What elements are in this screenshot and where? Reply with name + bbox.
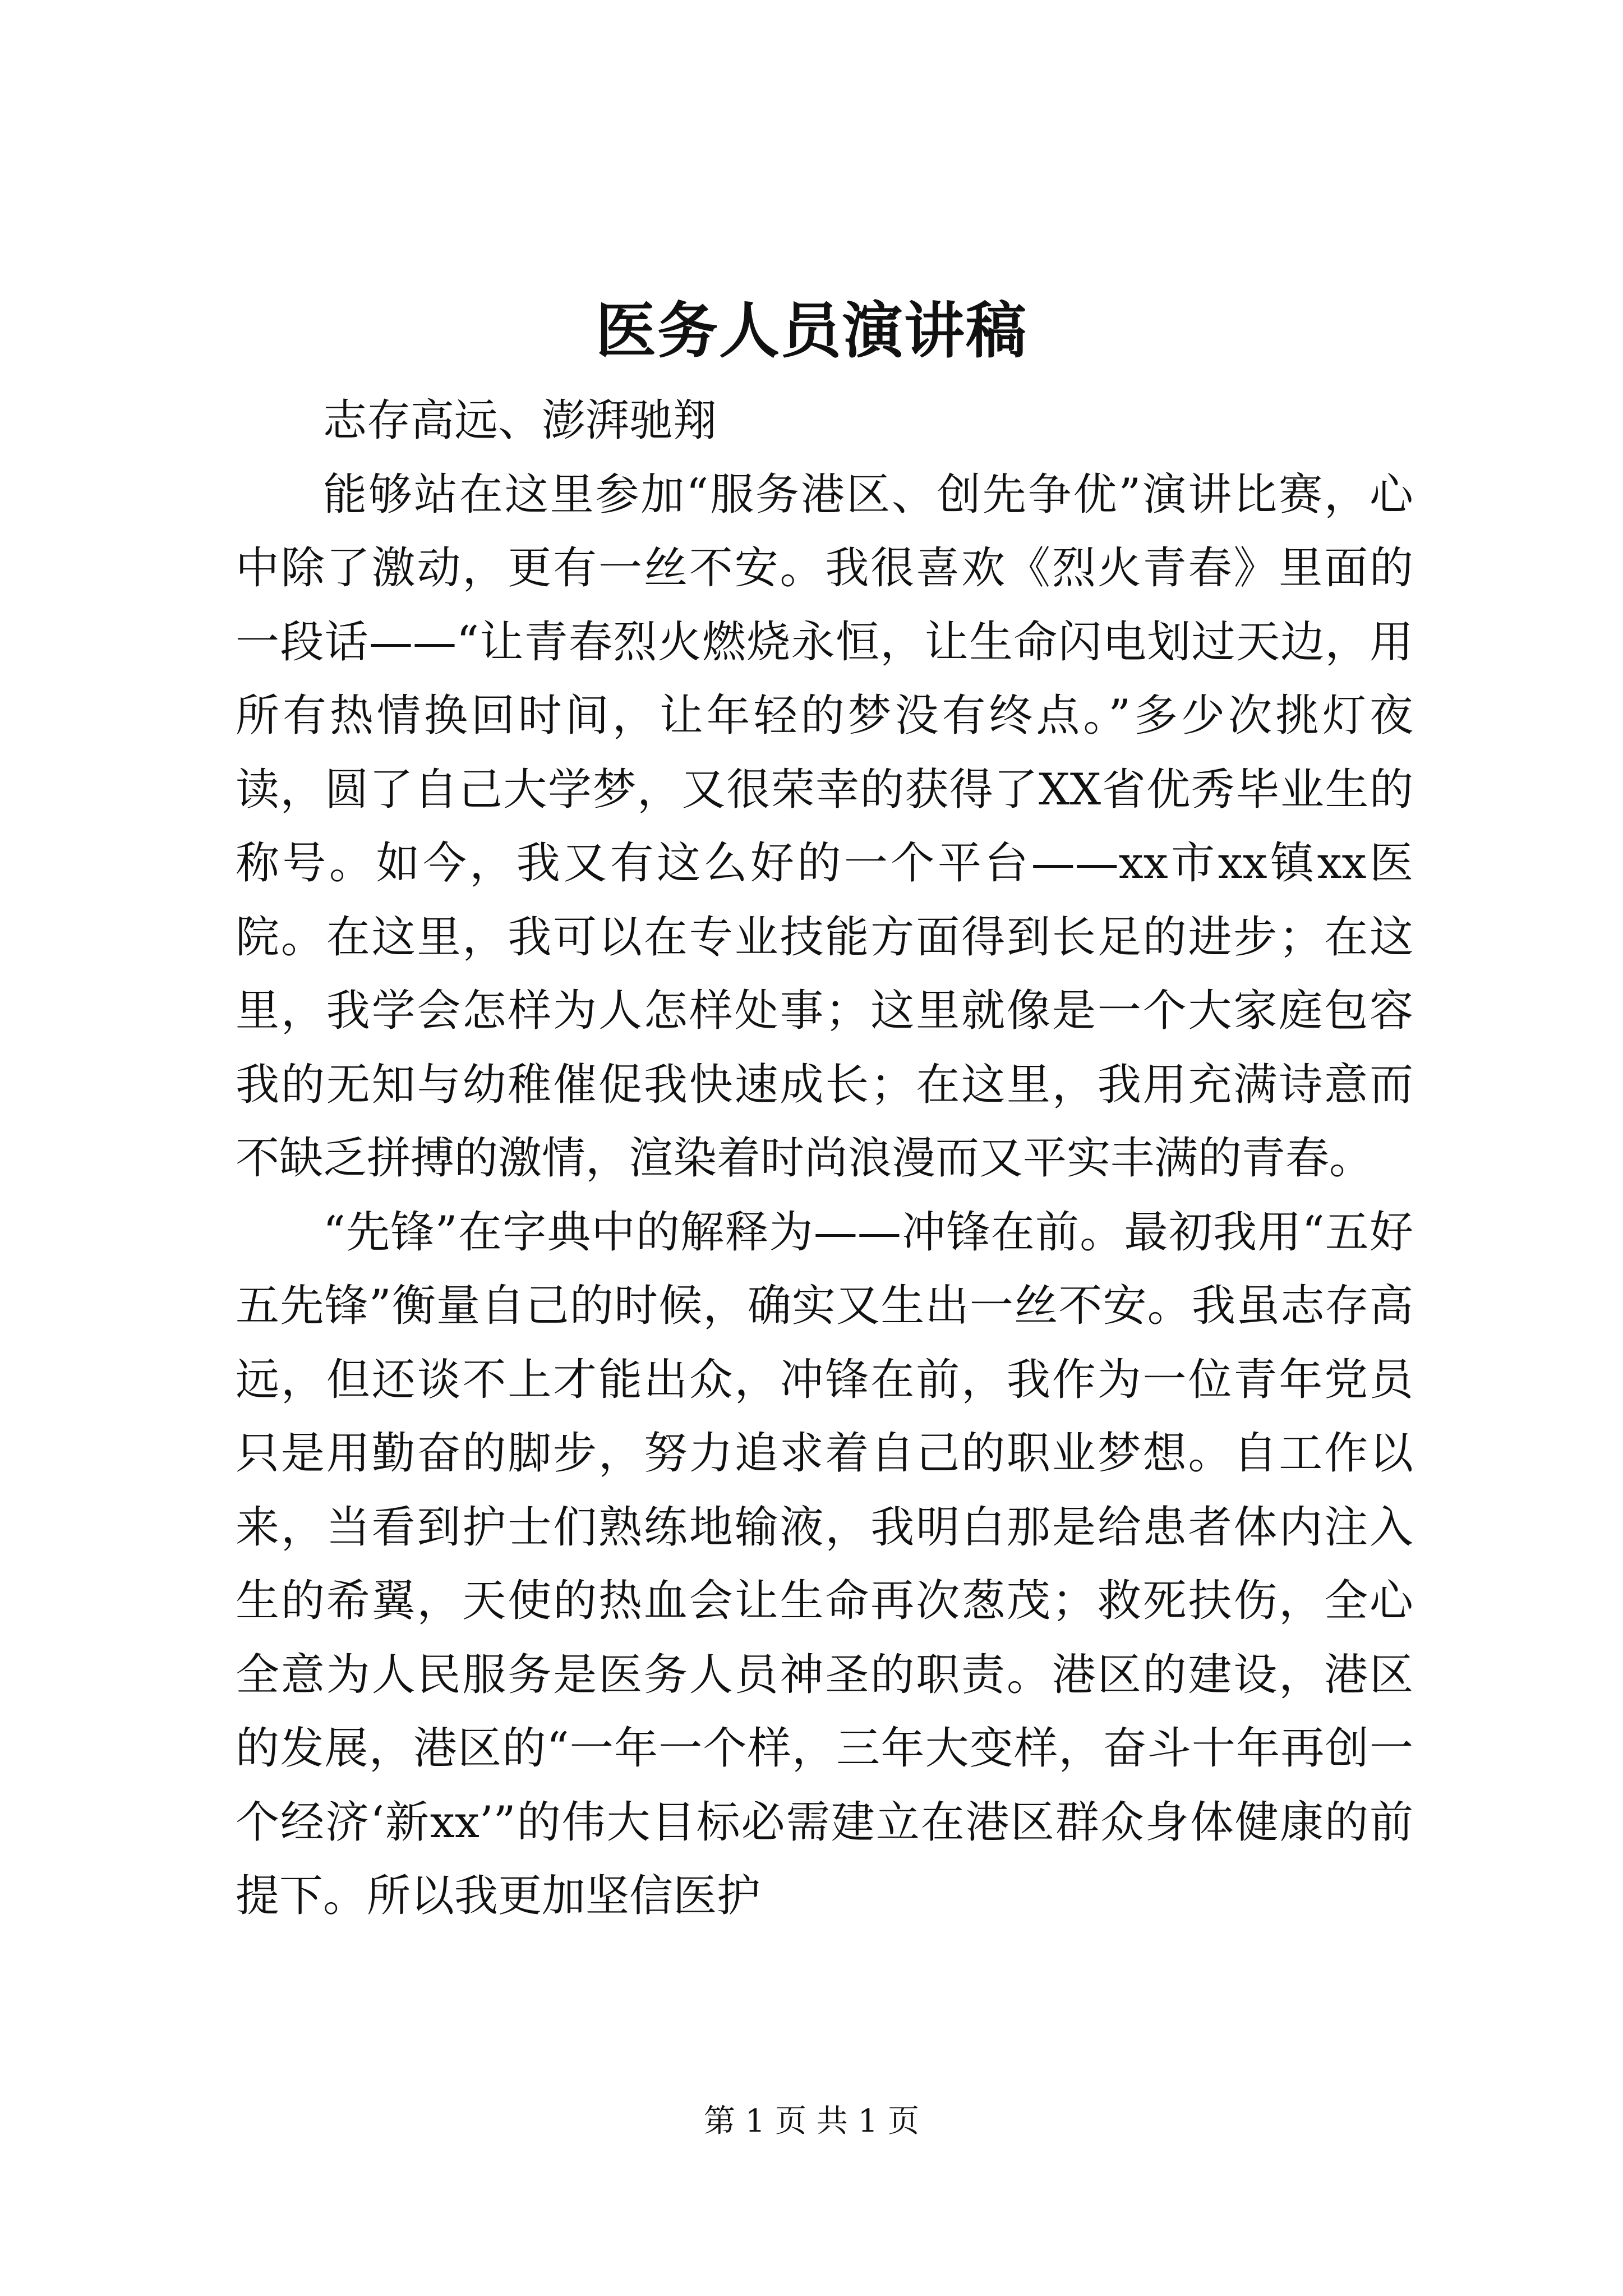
body-paragraph-2: “先锋”在字典中的解释为——冲锋在前。最初我用“五好五先锋”衡量自己的时候，确实又生出一丝不安。我虽志存高远，但还谈不上才能出众，冲锋在前，我作为一位青年党员只是用勤奋的脚步，努力追求着自己的职业梦想。自工作以来，当看到护士们熟练地输液，我明白那是给患者体内注入生的希翼，天使的热血会让生命再次葱茂；救死扶伤，全心全意为人民服务是医务人员神圣的职责。港区的建设，港区的发展，港区的“一年一个样，三年大变样，奋斗十年再创一个经济‘新xx’”的伟大目标必需建立在港区群众身体健康的前提下。所以我更加坚信医护 [236,1207,1413,1921]
document-title: 医务人员演讲稿 [595,296,1027,366]
document-subtitle: 志存高远、澎湃驰翔 [323,395,717,446]
page-footer: 第 1 页 共 1 页 [703,2103,920,2139]
document-body [236,384,1413,1934]
body-paragraph-1: 能够站在这里参加“服务港区、创先争优”演讲比赛，心中除了激动，更有一丝不安。我很喜欢《烈火青春》里面的一段话——“让青春烈火燃烧永恒，让生命闪电划过天边，用所有热情换回时间，让年轻的梦没有终点。”多少次挑灯夜读，圆了自己大学梦，又很荣幸的获得了XX省优秀毕业生的称号。如今，我又有这么好的一个平台——xx市xx镇xx医院。在这里，我可以在专业技能方面得到长足的进步；在这里，我学会怎样为人怎样处事；这里就像是一个大家庭包容我的无知与幼稚催促我快速成长；在这里，我用充满诗意而不缺乏拼搏的激情，渲染着时尚浪漫而又平实丰满的青春。 [236,469,1413,1184]
